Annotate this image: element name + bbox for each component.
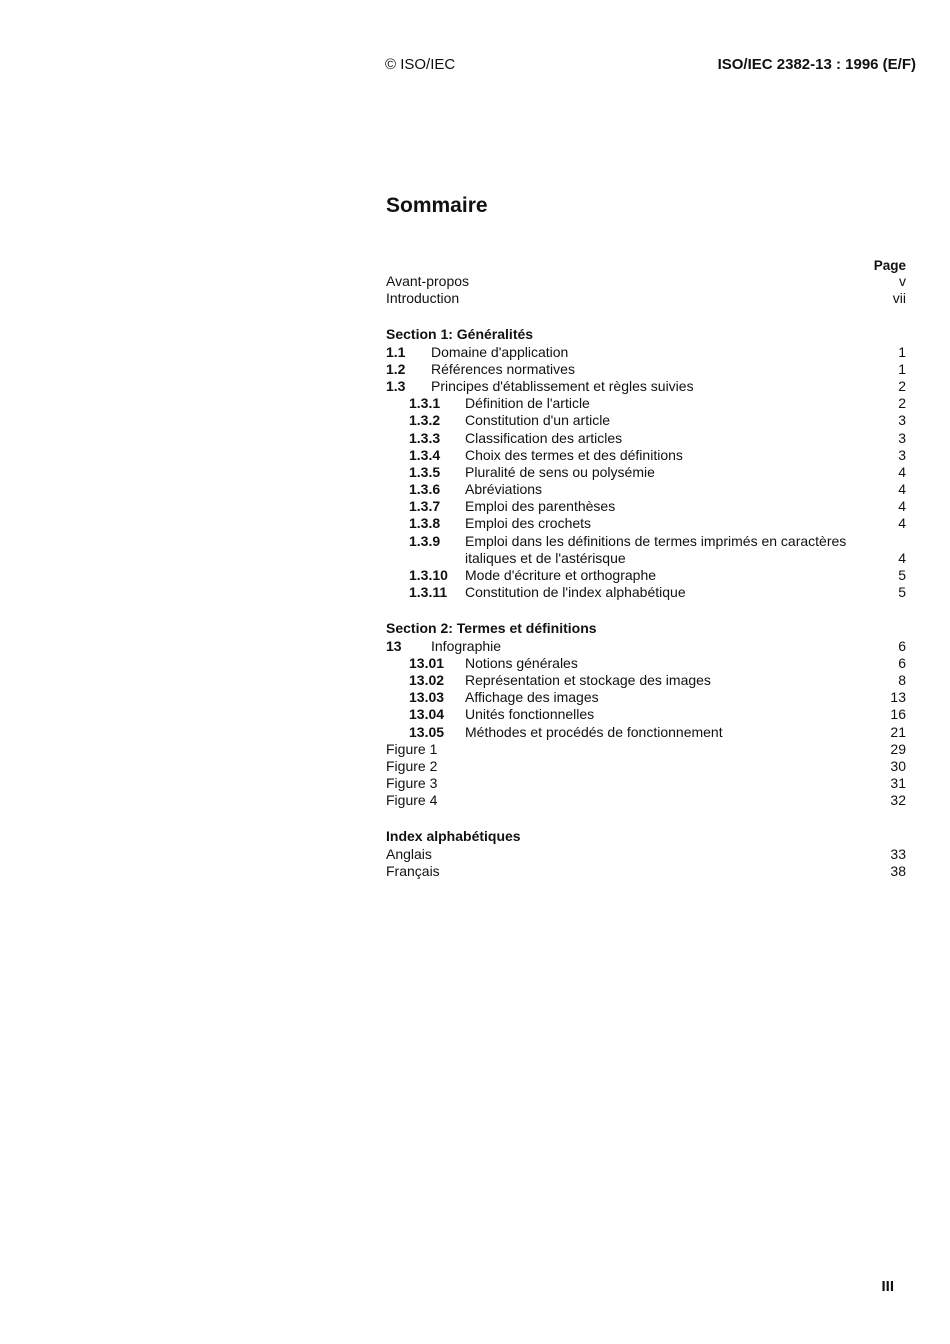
toc-label: Constitution d'un article <box>465 412 611 429</box>
toc-number: 1.3.6 <box>409 481 441 498</box>
toc-entry-13-05[interactable] <box>386 724 906 741</box>
toc-label: Unités fonctionnelles <box>465 706 595 723</box>
toc-page: 4 <box>898 515 906 532</box>
toc-label: Figure 4 <box>386 792 438 809</box>
toc-label: Figure 1 <box>386 740 438 757</box>
toc-number: 1.3.10 <box>409 567 448 584</box>
toc-entry-13-01[interactable] <box>386 655 906 672</box>
toc-page: 3 <box>898 429 906 446</box>
toc-entry-figure-3[interactable] <box>386 775 906 792</box>
toc-entry-figure-2[interactable] <box>386 758 906 775</box>
toc-page: 33 <box>890 845 906 862</box>
toc-page: 3 <box>898 446 906 463</box>
toc-page: 4 <box>898 498 906 515</box>
toc-entry-1-3-5[interactable] <box>386 464 906 481</box>
toc-page: v <box>899 273 906 289</box>
toc-entry-13-04[interactable] <box>386 706 906 723</box>
toc-label: Choix des termes et des définitions <box>465 446 683 463</box>
toc-entry-anglais[interactable] <box>386 846 906 863</box>
toc-number: 1.1 <box>386 343 406 360</box>
toc-number: 13.04 <box>409 706 445 723</box>
toc-page: 3 <box>898 412 906 429</box>
toc-label: Emploi des parenthèses <box>465 498 616 515</box>
toc-label: Emploi des crochets <box>465 515 592 532</box>
toc-entry-13-03[interactable] <box>386 689 906 706</box>
toc-label: Infographie <box>431 637 502 654</box>
toc-label: Figure 3 <box>386 775 438 792</box>
toc-entry-avant-propos[interactable] <box>386 273 906 290</box>
toc-label: Emploi dans les définitions de termes imprimés en caractères italiques et de l'astérisque <box>465 532 847 566</box>
section-2-heading: Section 2: Termes et définitions <box>386 620 597 637</box>
toc-page: 32 <box>890 792 906 809</box>
toc-number: 1.3.4 <box>409 446 441 463</box>
toc-label: Définition de l'article <box>465 395 590 412</box>
toc-label: Domaine d'application <box>431 343 569 360</box>
toc-page: 5 <box>898 567 906 584</box>
toc-page: 2 <box>898 377 906 394</box>
toc-number: 1.3.2 <box>409 412 441 429</box>
toc-page: 4 <box>898 481 906 498</box>
toc-entry-1-1[interactable] <box>386 344 906 361</box>
toc-entry-1-3-2[interactable] <box>386 412 906 429</box>
toc-number: 1.3.3 <box>409 429 441 446</box>
toc-page: 21 <box>890 723 906 740</box>
toc-page: 4 <box>898 463 906 480</box>
toc-number: 1.3.7 <box>409 498 441 515</box>
toc-page: 30 <box>890 757 906 774</box>
toc-number: 13 <box>386 637 402 654</box>
toc-label: Références normatives <box>431 360 575 377</box>
toc-number: 13.03 <box>409 689 445 706</box>
toc-label: Français <box>386 862 440 879</box>
toc-label: Abréviations <box>465 481 543 498</box>
toc-label: Principes d'établissement et règles suivies <box>431 377 694 394</box>
toc-entry-13-02[interactable] <box>386 672 906 689</box>
toc-number: 1.3.11 <box>409 584 448 601</box>
toc-number: 1.2 <box>386 360 406 377</box>
toc-page: 1 <box>898 360 906 377</box>
page-column-label: Page <box>873 258 906 273</box>
toc-page: 6 <box>898 637 906 654</box>
toc-entry-figure-1[interactable] <box>386 741 906 758</box>
header-copyright: © ISO/IEC <box>385 56 456 73</box>
page-title: Sommaire <box>386 194 488 217</box>
toc-label: Pluralité de sens ou polysémie <box>465 463 655 480</box>
toc-page: vii <box>892 290 906 307</box>
toc-label: Notions générales <box>465 654 578 671</box>
toc-page: 13 <box>890 689 906 706</box>
toc-page: 4 <box>898 549 906 566</box>
table-of-contents <box>386 273 906 880</box>
toc-entry-francais[interactable] <box>386 863 906 880</box>
toc-page: 31 <box>890 775 906 792</box>
toc-page: 1 <box>898 343 906 360</box>
toc-number: 1.3.9 <box>409 532 441 549</box>
toc-number: 13.02 <box>409 671 445 688</box>
toc-number: 1.3.1 <box>409 395 441 412</box>
toc-label: Introduction <box>386 290 460 307</box>
toc-label: Mode d'écriture et orthographe <box>465 567 657 584</box>
toc-page: 29 <box>890 740 906 757</box>
toc-entry-1-3-8[interactable] <box>386 515 906 532</box>
toc-entry-13[interactable] <box>386 638 906 655</box>
index-heading: Index alphabétiques <box>386 828 521 845</box>
toc-entry-1-3-3[interactable] <box>386 430 906 447</box>
toc-page: 38 <box>890 862 906 879</box>
toc-entry-1-3-10[interactable] <box>386 567 906 584</box>
toc-entry-1-3-4[interactable] <box>386 447 906 464</box>
toc-entry-1-3-7[interactable] <box>386 498 906 515</box>
toc-label: Figure 2 <box>386 757 438 774</box>
toc-label: Anglais <box>386 845 432 862</box>
toc-number: 13.01 <box>409 654 445 671</box>
toc-entry-1-3-9[interactable] <box>386 533 906 567</box>
toc-entry-figure-4[interactable] <box>386 792 906 809</box>
toc-page: 16 <box>890 706 906 723</box>
toc-entry-1-3-1[interactable] <box>386 395 906 412</box>
section-1-heading: Section 1: Généralités <box>386 326 534 343</box>
toc-page: 8 <box>898 671 906 688</box>
toc-entry-introduction[interactable] <box>386 290 906 307</box>
toc-page: 5 <box>898 584 906 601</box>
toc-label: Avant-propos <box>386 273 470 289</box>
page-number: III <box>881 1278 894 1295</box>
toc-number: 1.3 <box>386 377 406 394</box>
toc-label: Affichage des images <box>465 689 599 706</box>
toc-entry-1-3[interactable] <box>386 378 906 395</box>
toc-entry-1-3-11[interactable] <box>386 584 906 601</box>
toc-label: Constitution de l'index alphabétique <box>465 584 686 601</box>
toc-page: 6 <box>898 654 906 671</box>
toc-number: 1.3.8 <box>409 515 441 532</box>
toc-number: 1.3.5 <box>409 463 441 480</box>
toc-label: Méthodes et procédés de fonctionnement <box>465 723 723 740</box>
toc-page: 2 <box>898 395 906 412</box>
toc-label: Représentation et stockage des images <box>465 671 711 688</box>
toc-label: Classification des articles <box>465 429 623 446</box>
toc-entry-1-2[interactable] <box>386 361 906 378</box>
header-document-id: ISO/IEC 2382-13 : 1996 (E/F) <box>717 56 916 73</box>
toc-entry-1-3-6[interactable] <box>386 481 906 498</box>
toc-number: 13.05 <box>409 723 445 740</box>
